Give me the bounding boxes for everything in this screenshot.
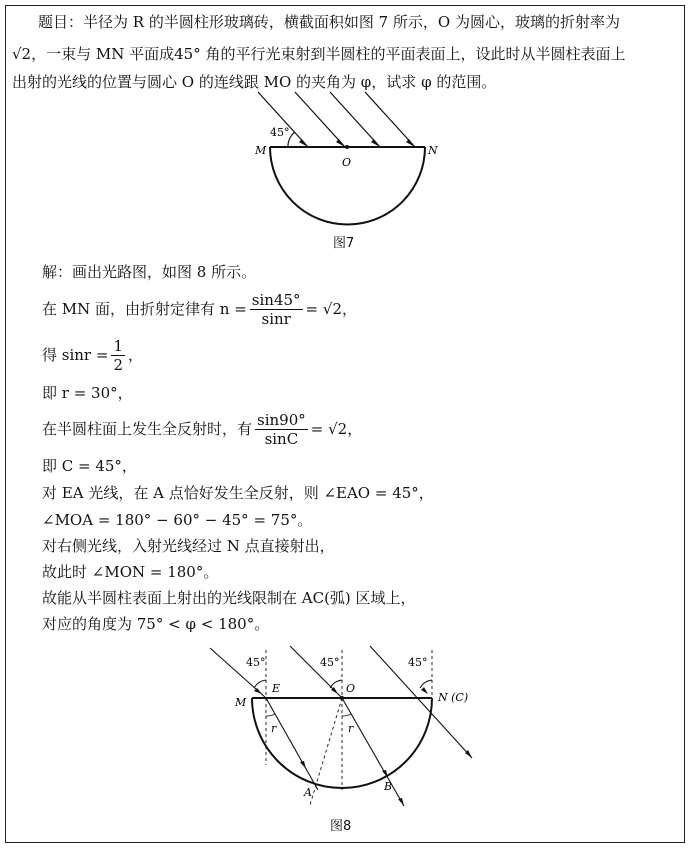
step1-fraction <box>250 291 303 328</box>
fig7-label-m: M <box>255 144 267 157</box>
fig8-label-o: O <box>346 682 356 695</box>
fig8-label-nc: N (C) <box>438 691 469 704</box>
solution-step-7: ∠MOA = 180° − 60° − 45° = 75°。 <box>42 511 313 529</box>
solution-intro: 解：画出光路图，如图 8 所示。 <box>42 263 257 281</box>
fig8-label-m: M <box>235 696 247 709</box>
problem-line-2: √2，一束与 MN 平面成45° 角的平行光束射到半圆柱的平面表面上，设此时从半圆柱表面上 <box>12 45 626 63</box>
fig8-angle-right: 45° <box>408 656 428 669</box>
fig7-label-o: O <box>342 156 352 169</box>
figure-7-caption: 图7 <box>333 236 355 251</box>
solution-step-9: 故此时 ∠MON = 180°。 <box>42 563 219 581</box>
step4-prefix: 在半圆柱面上发生全反射时，有 <box>42 420 253 438</box>
figure-7-diagram <box>240 92 450 227</box>
step1-denominator: sinr <box>261 309 291 328</box>
step2-prefix: 得 sinr = <box>42 346 109 364</box>
fig8-angle-r-middle: r <box>348 722 354 735</box>
step4-suffix: = √2， <box>310 420 363 438</box>
solution-step-11: 对应的角度为 75° < φ < 180°。 <box>42 615 270 633</box>
fig8-angle-left: 45° <box>246 656 266 669</box>
solution-step-5: 即 C = 45°， <box>42 457 137 475</box>
step1-prefix: 在 MN 面，由折射定律有 n = <box>42 300 247 318</box>
problem-line-3: 出射的光线的位置与圆心 O 的连线跟 MO 的夹角为 φ，试求 φ 的范围。 <box>12 73 497 91</box>
fig8-angle-r-left: r <box>271 722 277 735</box>
figure-8-diagram <box>210 640 510 810</box>
solution-step-10: 故能从半圆柱表面上射出的光线限制在 AC(弧) 区域上， <box>42 589 416 607</box>
solution-step-1 <box>42 287 357 331</box>
solution-step-4 <box>42 407 362 451</box>
figure-8-caption: 图8 <box>330 819 352 834</box>
fig8-label-e: E <box>272 682 281 695</box>
step4-denominator: sinC <box>264 429 299 448</box>
step2-numerator: 1 <box>113 336 123 355</box>
step1-numerator: sin45° <box>251 290 301 309</box>
step1-suffix: = √2， <box>305 300 357 318</box>
fig8-label-b: B <box>384 780 393 793</box>
step2-suffix: ， <box>127 346 143 364</box>
step2-denominator: 2 <box>113 355 123 374</box>
solution-step-2 <box>42 333 143 377</box>
solution-step-8: 对右侧光线，入射光线经过 N 点直接射出， <box>42 537 335 555</box>
fig7-label-n: N <box>428 144 438 157</box>
step2-fraction <box>111 337 125 374</box>
solution-step-6: 对 EA 光线，在 A 点恰好发生全反射，则 ∠EAO = 45°， <box>42 484 434 502</box>
fig8-angle-middle: 45° <box>320 656 340 669</box>
solution-step-3: 即 r = 30°， <box>42 384 133 402</box>
step4-fraction <box>255 411 308 448</box>
fig8-label-a: A <box>304 786 312 799</box>
step4-numerator: sin90° <box>257 410 306 429</box>
problem-line-1: 题目：半径为 R 的半圆柱形玻璃砖，横截面积如图 7 所示，O 为圆心，玻璃的折射率为 <box>38 13 620 31</box>
fig7-angle-label: 45° <box>270 126 290 139</box>
